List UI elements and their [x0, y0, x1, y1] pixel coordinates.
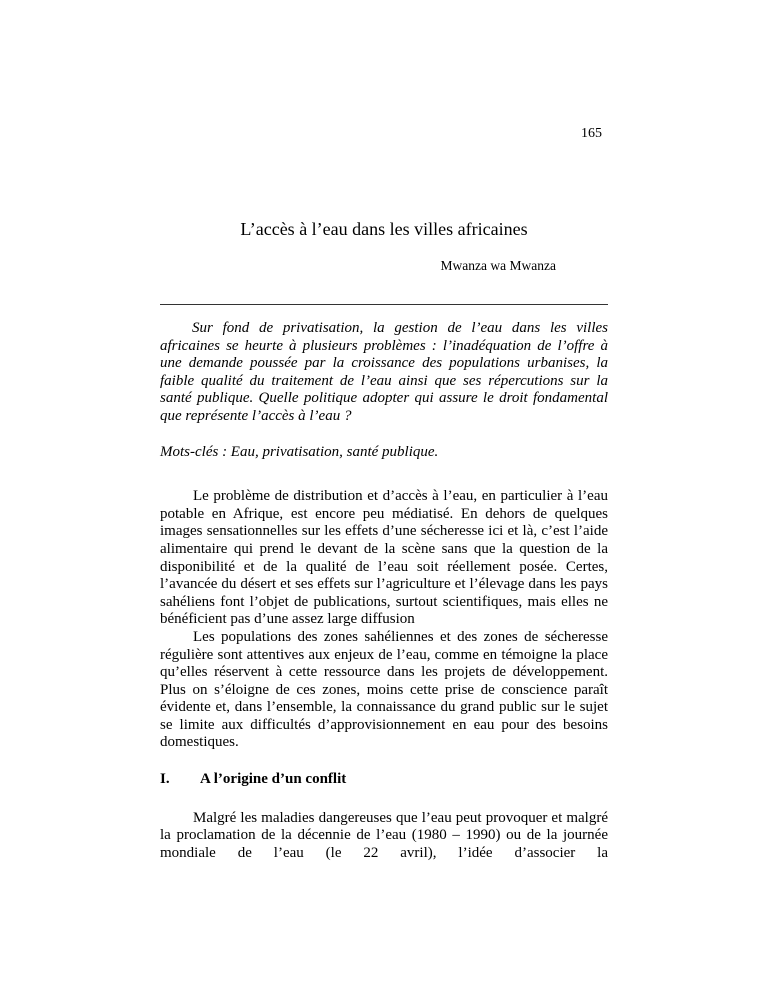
- section-heading: [160, 771, 608, 789]
- section-number: I.: [160, 771, 170, 788]
- section-title: A l’origine d’un conflit: [200, 771, 347, 788]
- abstract-text: Sur fond de privatisation, la gestion de l’eau dans les villes africaines se heurte à plusieurs problèmes : l’inadéquation de l’offre à une demande poussée par la croissance des populations urbanises, la faible qualité du traitement de l’eau ainsi que ses répercutions sur la santé publique. Quelle politique adopter qui assure le droit fondamental que représente l’accès à l’eau ?: [160, 320, 608, 424]
- article-title: L’accès à l’eau dans les villes africaines: [240, 219, 528, 239]
- separator-line: [160, 304, 608, 305]
- keywords-line: Mots-clés : Eau, privatisation, santé publique.: [160, 443, 439, 460]
- body-paragraph: Le problème de distribution et d’accès à l’eau, en particulier à l’eau potable en Afrique, est encore peu médiatisé. En dehors de quelques images sensationnelles sur les effets d’une sécheresse ici et là, c’est l’aide alimentaire qui prend le devant de la scène sans que la question de la disponibilité et de la qualité de l’eau soit réellement posée. Certes, l’avancée du désert et ses effets sur l’agriculture et l’élevage dans les pays sahéliens font l’objet de publications, surtout scientifiques, mais elles ne bénéficient pas d’une assez large diffusion: [160, 488, 608, 628]
- body-paragraph: Malgré les maladies dangereuses que l’eau peut provoquer et malgré la proclamation de la décennie de l’eau (1980 – 1990) ou de la journée mondiale de l’eau (le 22 avril), l’idée d’associer la: [160, 809, 608, 861]
- body-paragraph: Les populations des zones sahéliennes et des zones de sécheresse régulière sont attentives aux enjeux de l’eau, comme en témoigne la place qu’elles réservent à cette ressource dans les projets de développement. Plus on s’éloigne de ces zones, moins cette prise de conscience paraît évidente et, dans l’ensemble, la connaissance du grand public sur le sujet se limite aux difficultés d’approvisionnement en eau pour des besoins domestiques.: [160, 628, 608, 751]
- author-name: Mwanza wa Mwanza: [440, 258, 556, 273]
- page-number: 165: [581, 126, 602, 141]
